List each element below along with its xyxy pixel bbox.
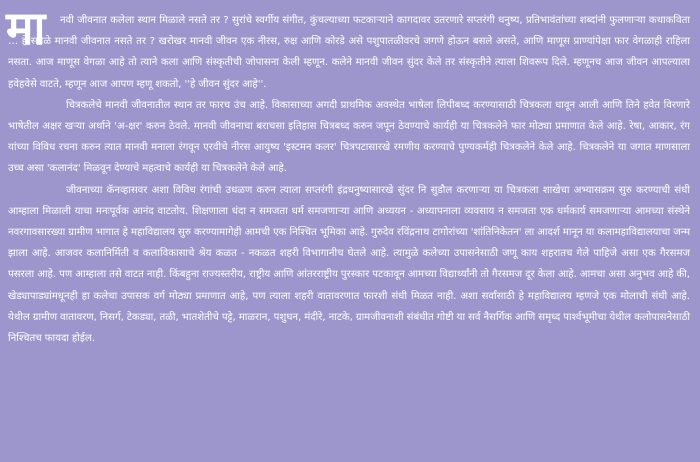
paragraph-intro: नवी जीवनात कलेला स्थान मिळाले नसते तर ? सुरांचे स्वर्गीय संगीत, कुंचल्याच्या फटकाऱ्याने कागदावर उतरणारे सप्तरंगी धनुष्य, प्रतिभावंतांच्या शब्दांनी फुलणाऱ्या कथाकविता … हे सगळे मानवी जीवनात नसते तर ? खरोखर मानवी जीवन एक नीरस, रुक्ष आणि कोरडे असे पशुपातळीवरचे जगणे होऊन बसले असते, आणि माणूस प्राण्यांपेक्षा फार वेगळाही राहिला नसता. आज माणूस वेगळा आहे तो त्याने कला आणि संस्कृतीची जोपासना केली म्हणून. कलेने मानवी जीवन सुंदर केले तर संस्कृतीने त्याला शिवरूप दिले. म्हणूनच आज जीवन आपल्याला हवेहवेसे वाटते, म्हणून आज आपण म्हणू शकतो, ''हे जीवन सुंदर आहे''. bbox=[8, 15, 690, 90]
paragraph-painting-importance: चित्रकलेचे मानवी जीवनातील स्थान तर फारच उंच आहे. विकासाच्या अगदी प्राथमिक अवस्थेत भाषेला लिपीबध्द करण्यासाठी चित्रकला धावून आली आणि तिने हवेत विरणारे भाषेतील अक्षर खऱ्या अर्थाने 'अ-क्षर' करुन ठेवले. मानवी जीवनाचा बराचसा इतिहास चित्रबध्द करुन जपून ठेवण्याचे कार्यही या चित्रकलेने फार मोठ्या प्रमाणात केले आहे. रेषा, आकार, रंग यांच्या विविध रचना करुन त्यात मानवी मनाला रंगवून एरवीचे नीरस आयुष्य 'इस्टमन कलर' चित्रपटासारखे रमणीय करण्याचे पुण्यकर्मही चित्रकलेने केले आहे. चित्रकलेने या जगात माणसाला उच्च असा 'कलानंद' मिळवून देण्याचे महत्वाचे कार्यही या चित्रकलेने केले आहे. bbox=[8, 99, 690, 175]
paragraph-college-mission: जीवनाच्या कॅनव्हासवर अशा विविध रंगांची उधळण करुन त्याला सप्तरंगी इंद्रधनुष्यासारखे सुंदर नि सुडौल करणाऱ्या या चित्रकला शाखेचा अभ्यासक्रम सुरु करण्याची संधी आम्हाला मिळाली याचा मनःपूर्वक आनंद वाटतोय. शिक्षणाला धंदा न समजता धर्म समजणाऱ्या आणि अध्ययन - अध्यापनाला व्यवसाय न समजता एक धर्मकार्य समजणाऱ्या आमच्या संस्थेने नवरगावसारख्या ग्रामीण भागात हे महाविद्यालय सुरु करण्यामागेही आमची एक निश्चित भूमिका आहे. गुरुदेव रविंद्रनाथ टागोरांच्या 'शांतिनिकेतन' ला आदर्श मानून या कलामहाविद्यालयाचा जन्म झाला आहे. आजवर कलानिर्मिती व कलाविकासाचे श्रेय कळत - नकळत शहरी विभागानीच घेतले आहे. त्यामुळे कलेच्या उपासनेसाठी जणू काय शहरातच गेले पाहिजे असा एक गैरसमज पसरला आहे. पण आम्हाला तसे वाटत नाही. किंबहुना राज्यस्तरीय, राष्ट्रीय आणि आंतरराष्ट्रीय पुरस्कार पटकावून आमच्या विद्यार्थ्यांनी तो गैरसमज दूर केला आहे. आमचा असा अनुभव आहे की, खेड्यापाड्यांमधूनही हा कलेचा उपासक वर्ग मोठ्या प्रमाणात आहे, पण त्याला शहरी वातावरणात फारशी संधी मिळत नाही. अशा सर्वांसाठी हे महाविद्यालय म्हणजे एक मोलाची संधी आहे. येथील ग्रामीण वातावरण, निसर्ग, टेकड्या, तळी, भातशेतीचे पट्टे, माळरान, पशुधन, मंदीरे, नाटके, ग्रामजीवनाशी संबंधीत गोष्टी या सर्व नैसर्गिक आणि समृध्द पार्श्वभूमीचा येथील कलोपासनेसाठी निश्चितच फायदा होईल. bbox=[8, 184, 690, 345]
dropcap: मा bbox=[6, 1, 46, 55]
